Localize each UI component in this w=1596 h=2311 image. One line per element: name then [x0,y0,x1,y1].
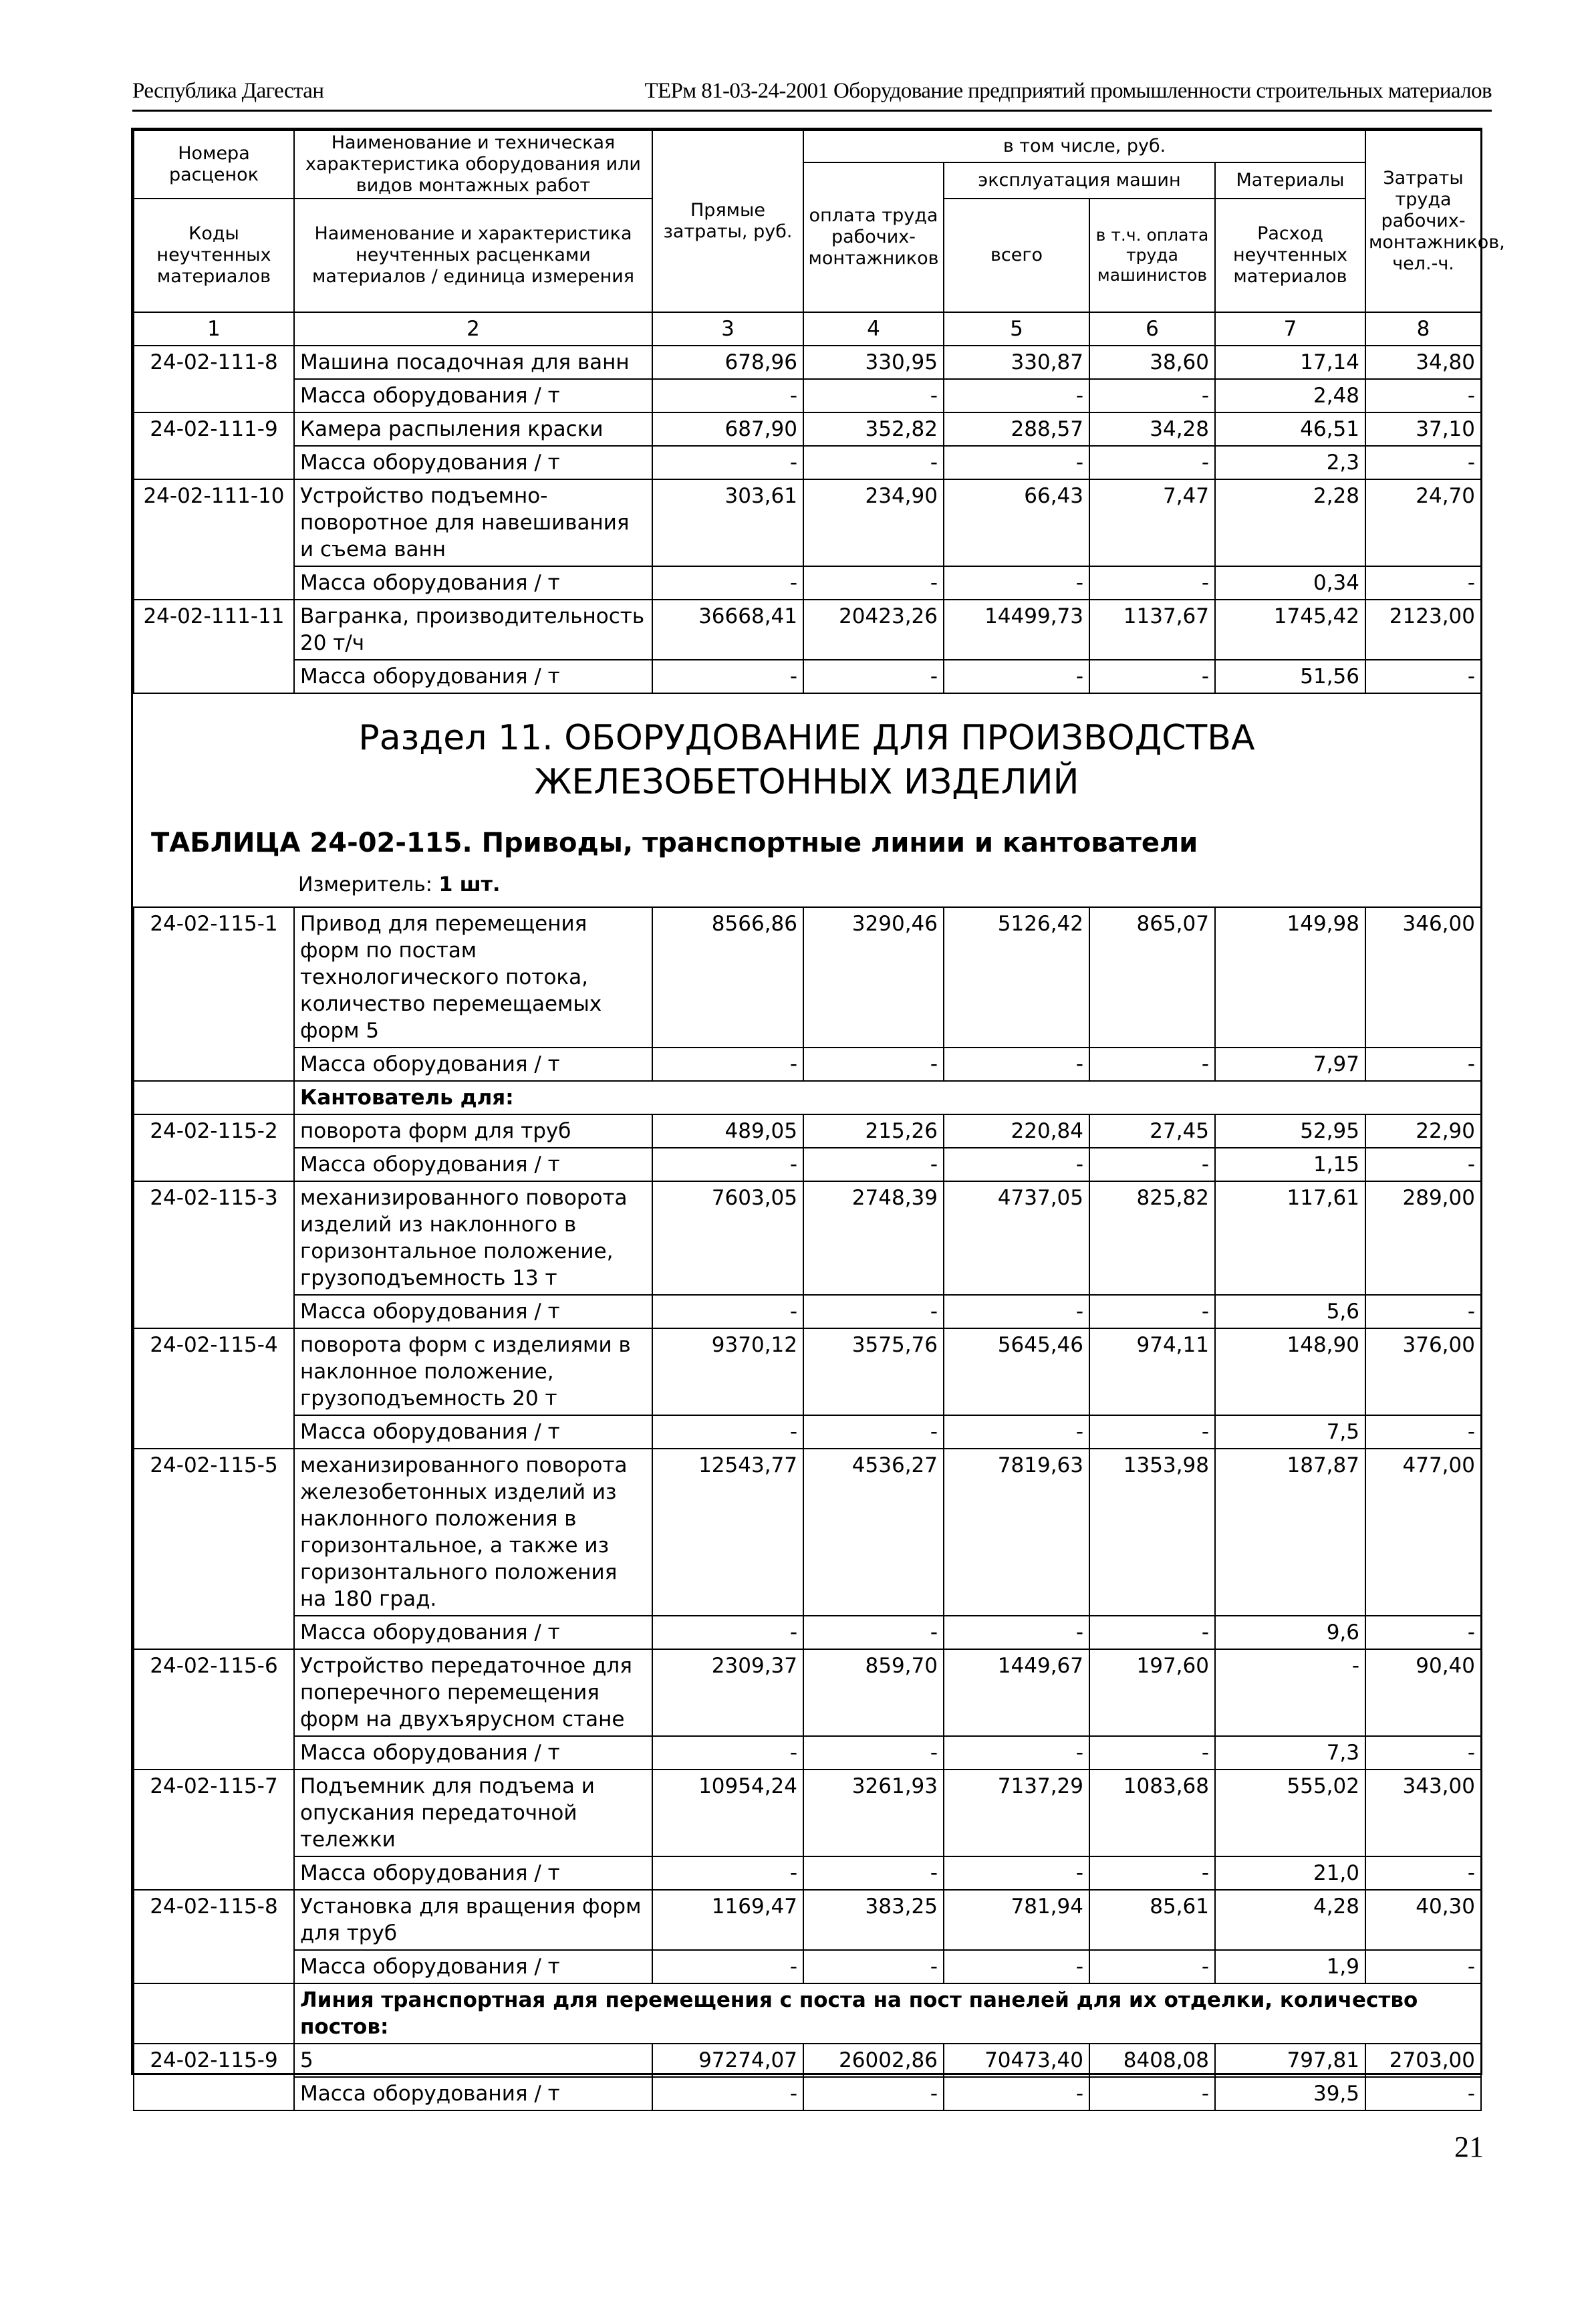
measure-label: Измеритель: [298,873,432,896]
machines-total: 4737,05 [944,1181,1089,1295]
mass-value: - [803,1415,944,1449]
mass-value: - [944,1295,1089,1328]
mass-value: 7,97 [1215,1048,1365,1081]
direct-cost: 8566,86 [652,907,803,1048]
machinists-pay: 34,28 [1089,412,1215,446]
materials-header: Материалы [1215,162,1365,199]
machinists-pay: 27,45 [1089,1114,1215,1148]
col3-header: Прямые затраты, руб. [652,130,803,312]
price-row-group [134,1114,1481,1181]
rate-code: 24-02-115-4 [134,1328,294,1449]
mass-value: - [803,1148,944,1181]
materials-cost: 46,51 [1215,412,1365,446]
mass-value: - [944,1148,1089,1181]
machines-total: 66,43 [944,479,1089,566]
rate-name: Устройство подъемно-поворотное для навешивания и съема ванн [294,479,652,566]
col2-header-bottom: Наименование и характеристика неучтенных расценками материалов / единица измерения [294,199,652,312]
mass-label: Масса оборудования / т [294,1148,652,1181]
direct-cost: 7603,05 [652,1181,803,1295]
rate-name: Установка для вращения форм для труб [294,1890,652,1950]
machinists-pay: 865,07 [1089,907,1215,1048]
machines-total: 330,87 [944,346,1089,379]
measure-value: 1 шт. [438,873,501,896]
labor-pay: 3290,46 [803,907,944,1048]
mass-value: - [1089,660,1215,693]
rate-code: 24-02-115-1 [134,907,294,1081]
labor-pay: 215,26 [803,1114,944,1148]
direct-cost: 687,90 [652,412,803,446]
mass-value: - [652,1148,803,1181]
subheading-liniya: Линия транспортная для перемещения с поста на пост панелей для их отделки, количество постов: [294,1983,1481,2044]
mass-value: - [1365,2077,1481,2110]
machinists-pay: 85,61 [1089,1890,1215,1950]
price-row-group [134,2044,1481,2110]
price-row-group [134,907,1481,1081]
machinists-pay: 38,60 [1089,346,1215,379]
price-row-group [134,479,1481,600]
mass-label: Масса оборудования / т [294,566,652,600]
mass-label: Масса оборудования / т [294,1048,652,1081]
price-row-group [134,1770,1481,1890]
mass-value: - [1365,1295,1481,1328]
direct-cost: 36668,41 [652,600,803,660]
mass-label: Масса оборудования / т [294,2077,652,2110]
labor-pay: 330,95 [803,346,944,379]
mass-value: - [652,446,803,479]
spacer-cell [134,1081,294,1114]
mass-label: Масса оборудования / т [294,1616,652,1649]
machines-total: 14499,73 [944,600,1089,660]
labor-pay: 4536,27 [803,1449,944,1616]
direct-cost: 97274,07 [652,2044,803,2077]
mass-value: - [652,2077,803,2110]
rate-name: Камера распыления краски [294,412,652,446]
mass-value: - [1089,1950,1215,1983]
spacer-cell [134,1983,294,2044]
mass-value: - [1365,379,1481,412]
price-row-group [134,412,1481,479]
rate-name: Машина посадочная для ванн [294,346,652,379]
mass-value: - [803,1048,944,1081]
labor-hours: 2703,00 [1365,2044,1481,2077]
materials-cost: 52,95 [1215,1114,1365,1148]
labor-pay: 3575,76 [803,1328,944,1415]
mass-label: Масса оборудования / т [294,1856,652,1890]
table-header [133,130,1505,346]
mass-value: 39,5 [1215,2077,1365,2110]
direct-cost: 10954,24 [652,1770,803,1856]
mass-value: - [944,1048,1089,1081]
mass-label: Масса оборудования / т [294,1415,652,1449]
header-region: Республика Дагестан [132,79,324,103]
labor-hours: 2123,00 [1365,600,1481,660]
mass-value: - [1089,1616,1215,1649]
machines-header: эксплуатация машин [944,162,1215,199]
rate-name: Устройство передаточное для поперечного перемещения форм на двухъярусном стане [294,1649,652,1736]
labor-pay: 383,25 [803,1890,944,1950]
col-number: 5 [944,312,1089,346]
mass-value: - [803,2077,944,2110]
labor-hours: 90,40 [1365,1649,1481,1736]
direct-cost: 1169,47 [652,1890,803,1950]
mass-value: - [944,446,1089,479]
materials-cost: 187,87 [1215,1449,1365,1616]
price-row-group [134,1328,1481,1449]
including-header: в том числе, руб. [803,130,1365,162]
labor-hours: 34,80 [1365,346,1481,379]
page-header [132,76,1492,112]
mass-value: - [652,1616,803,1649]
machinists-pay: 1137,67 [1089,600,1215,660]
labor-hours: 22,90 [1365,1114,1481,1148]
mass-value: - [1089,1856,1215,1890]
mass-label: Масса оборудования / т [294,1736,652,1770]
rate-code: 24-02-115-3 [134,1181,294,1328]
mass-label: Масса оборудования / т [294,1950,652,1983]
rate-code: 24-02-111-8 [134,346,294,412]
col1-header-top: Номера расценок [134,130,294,199]
rate-name: механизированного поворота изделий из наклонного в горизонтальное положение, грузоподъемность 13 т [294,1181,652,1295]
mass-value: - [1365,660,1481,693]
mass-value: - [1089,566,1215,600]
section-heading [133,716,1480,804]
mass-value: - [652,1415,803,1449]
col-number: 7 [1215,312,1365,346]
mass-value: - [652,1736,803,1770]
machinists-pay: 7,47 [1089,479,1215,566]
machines-total: 5126,42 [944,907,1089,1048]
measure-unit [298,873,500,896]
section-heading-line: Раздел 11. ОБОРУДОВАНИЕ ДЛЯ ПРОИЗВОДСТВА [358,718,1255,758]
col1-header-bottom: Коды неучтенных материалов [134,199,294,312]
col-number: 2 [294,312,652,346]
mass-value: - [803,566,944,600]
mass-value: - [652,566,803,600]
mass-value: - [944,379,1089,412]
mass-value: - [1365,1148,1481,1181]
labor-pay: 20423,26 [803,600,944,660]
mass-value: - [803,446,944,479]
mass-label: Масса оборудования / т [294,379,652,412]
mass-value: - [803,1616,944,1649]
materials-cost: 797,81 [1215,2044,1365,2077]
materials-cost: 149,98 [1215,907,1365,1048]
col4-header: оплата труда рабочих-монтажников [803,162,944,312]
machines-total: 7137,29 [944,1770,1089,1856]
rate-code: 24-02-115-2 [134,1114,294,1181]
labor-hours: 376,00 [1365,1328,1481,1415]
labor-hours: 343,00 [1365,1770,1481,1856]
materials-cost: 117,61 [1215,1181,1365,1295]
col2-header-top: Наименование и техническая характеристика оборудования или видов монтажных работ [294,130,652,199]
mass-value: - [1365,1736,1481,1770]
mass-value: - [1089,1048,1215,1081]
labor-pay: 352,82 [803,412,944,446]
mass-value: - [803,1736,944,1770]
mass-label: Масса оборудования / т [294,446,652,479]
materials-cost: 555,02 [1215,1770,1365,1856]
direct-cost: 303,61 [652,479,803,566]
machines-total: 781,94 [944,1890,1089,1950]
mass-value: - [1365,1616,1481,1649]
mass-value: - [1089,379,1215,412]
price-row-group [134,1890,1481,1983]
materials-cost: 17,14 [1215,346,1365,379]
rate-code: 24-02-115-9 [134,2044,294,2110]
machines-total: 1449,67 [944,1649,1089,1736]
mass-value: - [803,1950,944,1983]
direct-cost: 678,96 [652,346,803,379]
mass-value: 7,5 [1215,1415,1365,1449]
mass-label: Масса оборудования / т [294,1295,652,1328]
rate-code: 24-02-115-8 [134,1890,294,1983]
mass-value: 7,3 [1215,1736,1365,1770]
rate-code: 24-02-111-9 [134,412,294,479]
mass-value: 9,6 [1215,1616,1365,1649]
section-heading-line: ЖЕЛЕЗОБЕТОННЫХ ИЗДЕЛИЙ [534,762,1079,802]
price-row-group [134,1649,1481,1770]
page-number: 21 [1454,2131,1484,2163]
subheading-kantovatel: Кантователь для: [294,1081,1481,1114]
mass-value: - [944,660,1089,693]
rate-code: 24-02-115-7 [134,1770,294,1890]
mass-value: - [803,1856,944,1890]
rate-name: поворота форм с изделиями в наклонное положение, грузоподъемность 20 т [294,1328,652,1415]
mass-value: - [944,1415,1089,1449]
mass-value: - [652,660,803,693]
direct-cost: 2309,37 [652,1649,803,1736]
col5-header: всего [944,199,1089,312]
machines-total: 288,57 [944,412,1089,446]
mass-value: - [1365,446,1481,479]
mass-value: 0,34 [1215,566,1365,600]
machines-total: 220,84 [944,1114,1089,1148]
rate-name: Подъемник для подъема и опускания передаточной тележки [294,1770,652,1856]
rate-code: 24-02-111-11 [134,600,294,693]
machinists-pay: 1083,68 [1089,1770,1215,1856]
mass-value: - [1365,1950,1481,1983]
mass-value: - [944,1856,1089,1890]
mass-value: 51,56 [1215,660,1365,693]
labor-pay: 3261,93 [803,1770,944,1856]
machinists-pay: 197,60 [1089,1649,1215,1736]
rate-name: поворота форм для труб [294,1114,652,1148]
materials-cost: - [1215,1649,1365,1736]
mass-value: 21,0 [1215,1856,1365,1890]
labor-hours: 289,00 [1365,1181,1481,1295]
rate-name: механизированного поворота железобетонных изделий из наклонного положения в горизонтальное, а также из горизонтального положения на 180 град. [294,1449,652,1616]
mass-value: - [803,1295,944,1328]
mass-value: - [1365,1415,1481,1449]
mass-label: Масса оборудования / т [294,660,652,693]
mass-value: 2,3 [1215,446,1365,479]
mass-value: - [652,1856,803,1890]
price-row-group [134,346,1481,412]
col8-header: Затраты труда рабочих-монтажников, чел.-ч. [1365,130,1481,312]
materials-cost: 1745,42 [1215,600,1365,660]
col7-header: Расход неучтенных материалов [1215,199,1365,312]
price-row-group [134,1181,1481,1328]
mass-value: - [944,2077,1089,2110]
mass-value: - [803,660,944,693]
mass-value: - [944,1616,1089,1649]
materials-cost: 4,28 [1215,1890,1365,1950]
labor-hours: 24,70 [1365,479,1481,566]
machines-total: 7819,63 [944,1449,1089,1616]
labor-hours: 40,30 [1365,1890,1481,1950]
machines-total: 5645,46 [944,1328,1089,1415]
table-title: ТАБЛИЦА 24-02-115. Приводы, транспортные линии и кантователи [151,828,1198,858]
machinists-pay: 1353,98 [1089,1449,1215,1616]
mass-value: 1,9 [1215,1950,1365,1983]
mass-value: 2,48 [1215,379,1365,412]
mass-value: - [1365,1048,1481,1081]
header-document-title: ТЕРм 81-03-24-2001 Оборудование предприятий промышленности строительных материалов [644,79,1492,103]
mass-value: - [1089,1148,1215,1181]
mass-value: - [1089,1295,1215,1328]
materials-cost: 148,90 [1215,1328,1365,1415]
labor-pay: 2748,39 [803,1181,944,1295]
mass-value: - [1089,1736,1215,1770]
labor-hours: 477,00 [1365,1449,1481,1616]
mass-value: 1,15 [1215,1148,1365,1181]
mass-value: - [1089,2077,1215,2110]
mass-value: - [1365,566,1481,600]
mass-value: 5,6 [1215,1295,1365,1328]
col-number: 1 [134,312,294,346]
mass-value: - [652,1048,803,1081]
direct-cost: 489,05 [652,1114,803,1148]
col-number: 4 [803,312,944,346]
labor-hours: 37,10 [1365,412,1481,446]
rate-code: 24-02-111-10 [134,479,294,600]
direct-cost: 9370,12 [652,1328,803,1415]
materials-cost: 2,28 [1215,479,1365,566]
table-body-111 [133,345,1482,694]
machinists-pay: 825,82 [1089,1181,1215,1295]
mass-value: - [944,1736,1089,1770]
col-number: 6 [1089,312,1215,346]
col-number: 8 [1365,312,1481,346]
machinists-pay: 974,11 [1089,1328,1215,1415]
labor-hours: 346,00 [1365,907,1481,1048]
mass-value: - [652,1950,803,1983]
mass-value: - [1089,446,1215,479]
mass-value: - [944,1950,1089,1983]
mass-value: - [652,1295,803,1328]
labor-pay: 26002,86 [803,2044,944,2077]
col6-header: в т.ч. оплата труда машинистов [1089,199,1215,312]
mass-value: - [1365,1856,1481,1890]
direct-cost: 12543,77 [652,1449,803,1616]
mass-value: - [652,379,803,412]
table-body-115 [133,906,1482,2111]
rate-code: 24-02-115-5 [134,1449,294,1649]
labor-pay: 859,70 [803,1649,944,1736]
rate-name: Привод для перемещения форм по постам технологического потока, количество перемещаемых форм 5 [294,907,652,1048]
mass-value: - [803,379,944,412]
mass-value: - [1089,1415,1215,1449]
rate-name: 5 [294,2044,652,2077]
price-row-group [134,1449,1481,1649]
labor-pay: 234,90 [803,479,944,566]
col-number: 3 [652,312,803,346]
machinists-pay: 8408,08 [1089,2044,1215,2077]
price-row-group [134,600,1481,693]
rate-name: Вагранка, производительность 20 т/ч [294,600,652,660]
rate-code: 24-02-115-6 [134,1649,294,1770]
machines-total: 70473,40 [944,2044,1089,2077]
mass-value: - [944,566,1089,600]
